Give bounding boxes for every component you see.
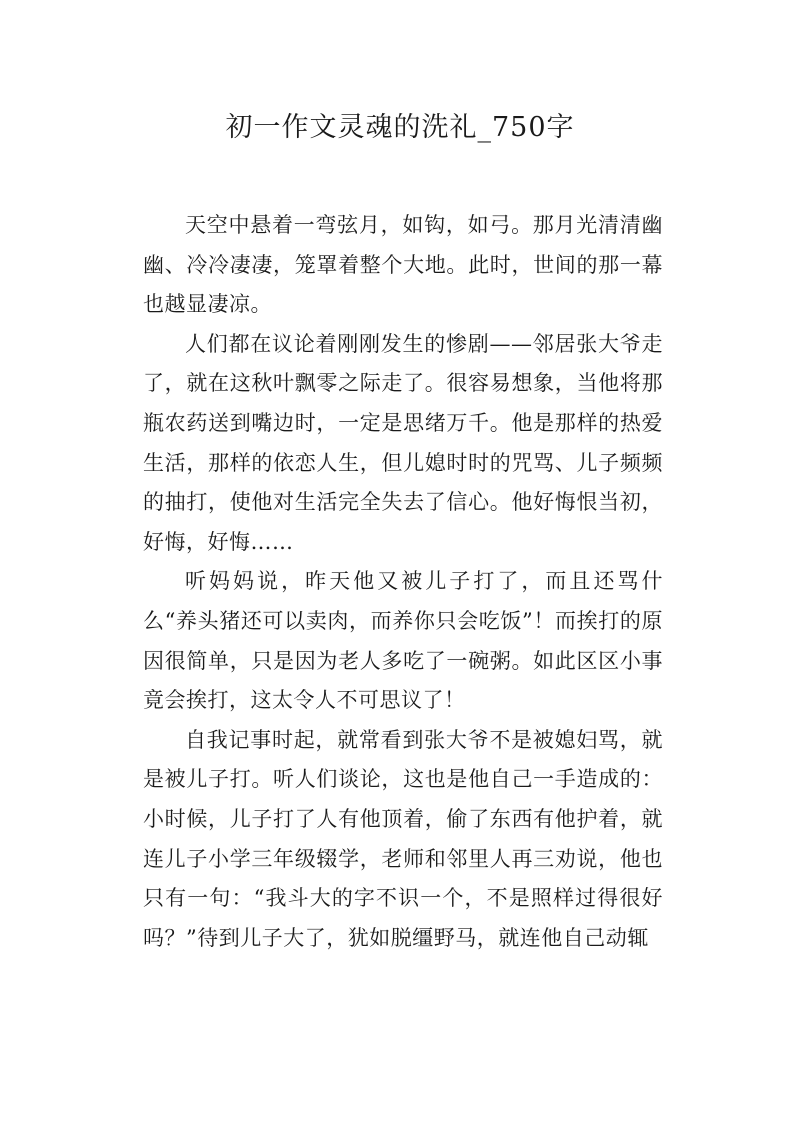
document-body — [143, 206, 663, 958]
document-title: 初一作文灵魂的洗礼_750字 — [225, 112, 575, 143]
paragraph-1: 天空中悬着一弯弦月，如钩，如弓。那月光清清幽幽、冷冷凄凄，笼罩着整个大地。此时，世间的那一幕也越显凄凉。 — [143, 213, 663, 317]
paragraph-2: 人们都在议论着刚刚发生的惨剧——邻居张大爷走了，就在这秋叶飘零之际走了。很容易想象，当他将那瓶农药送到嘴边时，一定是思绪万千。他是那样的热爱生活，那样的依恋人生，但儿媳时时的咒骂、儿子频频的抽打，使他对生活完全失去了信心。他好悔恨当初，好悔，好悔…… — [143, 331, 663, 554]
paragraph-3: 听妈妈说，昨天他又被儿子打了，而且还骂什么“养头猪还可以卖肉，而养你只会吃饭”！而挨打的原因很简单，只是因为老人多吃了一碗粥。如此区区小事竟会挨打，这太令人不可思议了！ — [143, 569, 663, 713]
paragraph-4: 自我记事时起，就常看到张大爷不是被媳妇骂，就是被儿子打。听人们谈论，这也是他自己一手造成的：小时候，儿子打了人有他顶着，偷了东西有他护着，就连儿子小学三年级辍学，老师和邻里人再三劝说，他也只有一句：“我斗大的字不识一个，不是照样过得很好吗？”待到儿子大了，犹如脱缰野马，就连他自己动辄 — [143, 727, 663, 950]
